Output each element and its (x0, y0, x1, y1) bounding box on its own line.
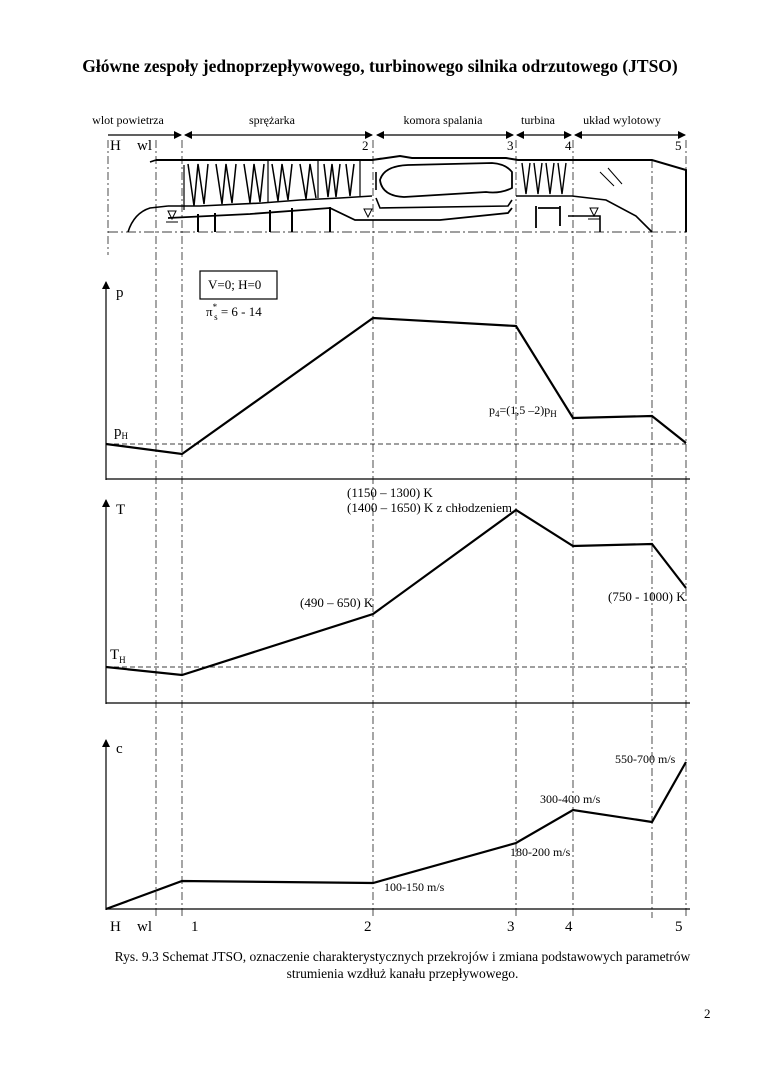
p4-mid: =(1,5 –2)p (499, 403, 551, 417)
station-label-1-bottom: 1 (191, 919, 199, 935)
ratio-rest: = 6 - 14 (217, 304, 262, 319)
p4-sub2: H (550, 409, 557, 419)
station-label-h-bottom: H (110, 919, 121, 935)
station-label-3-top: 3 (507, 138, 514, 153)
p4-sub: 4 (495, 409, 500, 419)
c-axis-label: c (116, 741, 123, 757)
section-combustor-label: komora spalania (403, 113, 483, 127)
section-compressor-label: sprężarka (249, 113, 295, 127)
caption-line-1: Rys. 9.3 Schemat JTSO, oznaczenie charakterystycznych przekrojów i zmiana podstawowych parametrów (114, 949, 691, 964)
turbine-blades (522, 163, 566, 194)
station-label-5-top: 5 (675, 138, 682, 153)
top-station-labels (110, 138, 682, 154)
inlet-lip (128, 160, 168, 232)
th-label-main: T (110, 647, 120, 663)
section-inlet-label: wlot powietrza (92, 113, 164, 127)
station-label-2-bottom: 2 (364, 919, 372, 935)
temperature-curve (106, 510, 686, 675)
combustion-liner (380, 163, 512, 197)
station-label-4-bottom: 4 (565, 919, 573, 935)
pressure-chart (106, 271, 690, 480)
p4-annotation (489, 403, 557, 419)
c-ann-4: 300-400 m/s (540, 792, 601, 806)
marker-turbine-exit (588, 208, 600, 219)
t-ann-exhaust: (750 - 1000) K (608, 589, 686, 604)
combustor-inner-wall (376, 172, 512, 208)
th-label (110, 647, 126, 665)
shaft (372, 208, 512, 220)
page-number: 2 (704, 1006, 711, 1021)
compressor-blade-rows (188, 164, 354, 206)
condition-box-text: V=0; H=0 (208, 277, 262, 292)
figure-caption (90, 948, 715, 982)
ratio-sub: s (214, 312, 218, 322)
turbine-discs (536, 206, 560, 228)
c-ann-2: 100-150 m/s (384, 880, 445, 894)
station-label-3-bottom: 3 (507, 919, 515, 935)
t-ann-combustion-1: (1150 – 1300) K (347, 485, 433, 500)
ratio-pi: π (206, 304, 213, 319)
section-exhaust-label: układ wylotowy (583, 113, 661, 127)
compressor-hub (168, 196, 372, 206)
ratio-sup: * (212, 302, 218, 312)
ph-label-main: p (114, 424, 122, 440)
exhaust-struts (600, 168, 622, 186)
station-label-4-top: 4 (565, 138, 572, 153)
compressor-blades (188, 164, 354, 206)
temperature-chart (106, 485, 690, 704)
page-title: Główne zespoły jednoprzepływowego, turbinowego silnika odrzutowego (JTSO) (82, 56, 678, 76)
t-ann-combustion-2: (1400 – 1650) K z chłodzeniem (347, 500, 512, 515)
c-ann-5: 550-700 m/s (615, 752, 676, 766)
p4-main: p (489, 403, 495, 417)
station-label-2-top: 2 (362, 138, 369, 153)
caption-line-2: strumienia wzdłuż kanału przepływowego. (286, 966, 519, 981)
bearing-supports (198, 207, 330, 232)
compression-ratio-label (206, 302, 262, 322)
station-label-5-bottom: 5 (675, 919, 683, 935)
section-turbine-label: turbina (521, 113, 555, 127)
velocity-chart (106, 740, 690, 910)
c-ann-3: 180-200 m/s (510, 845, 571, 859)
ph-label-sub: H (121, 431, 128, 441)
station-label-wl-bottom: wl (137, 919, 152, 935)
marker-inlet (166, 211, 178, 222)
ph-label (114, 424, 129, 441)
marker-compressor-exit (362, 209, 374, 220)
t-axis-label: T (116, 502, 126, 518)
station-label-h-top: H (110, 138, 121, 154)
pressure-curve (106, 318, 686, 454)
station-label-wl-top: wl (137, 138, 152, 154)
bottom-station-labels (110, 919, 683, 935)
th-label-sub: H (119, 655, 126, 665)
t-ann-compressor: (490 – 650) K (300, 595, 374, 610)
p-axis-label: p (116, 285, 124, 301)
section-labels (92, 113, 661, 127)
turbine-blade-rows (522, 163, 566, 194)
